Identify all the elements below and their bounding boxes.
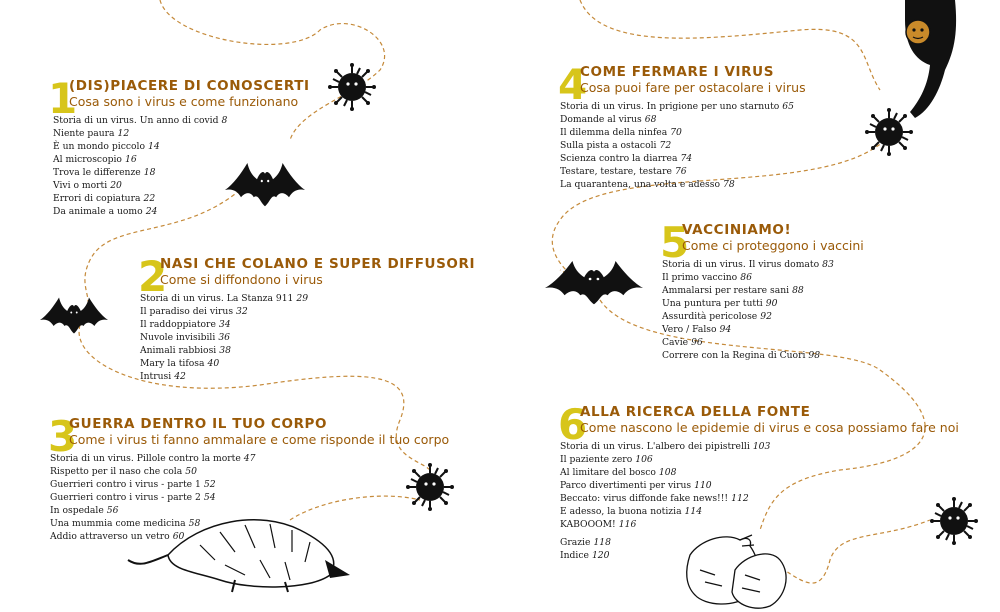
chapter-number: 2 [138, 252, 168, 301]
bat-icon [40, 298, 108, 334]
virus-icon [406, 463, 454, 511]
toc-entry[interactable]: Una mummia come medicina 58 [50, 518, 201, 529]
toc-entry[interactable]: Animali rabbiosi 38 [140, 345, 231, 356]
toc-entry[interactable]: Domande al virus 68 [560, 114, 657, 125]
toc-entry[interactable]: Testare, testare, testare 76 [560, 166, 687, 177]
toc-entry[interactable]: In ospedale 56 [50, 505, 119, 516]
chapter-subtitle: Cosa puoi fare per ostacolare i virus [580, 80, 806, 95]
toc-entry[interactable]: Vivi o morti 20 [53, 180, 122, 191]
toc-entry[interactable]: Nuvole invisibili 36 [140, 332, 231, 343]
chapter-title: VACCINIAMO! [682, 222, 792, 238]
toc-entry-grazie[interactable]: Grazie 118 [560, 537, 611, 548]
chapter-title: COME FERMARE I VIRUS [580, 64, 775, 80]
chapter-number: 4 [558, 60, 588, 109]
toc-entry[interactable]: E adesso, la buona notizia 114 [560, 506, 703, 517]
chapter-subtitle: Come si diffondono i virus [160, 272, 323, 287]
toc-entry[interactable]: Sulla pista a ostacoli 72 [560, 140, 672, 151]
toc-entry[interactable]: Parco divertimenti per virus 110 [560, 480, 712, 491]
virus-icon [865, 108, 913, 156]
chapter-entries [662, 258, 834, 362]
toc-entry[interactable]: Al microscopio 16 [53, 154, 137, 165]
chapter-number: 1 [48, 74, 78, 123]
toc-entry[interactable]: Cavie 96 [662, 337, 703, 348]
toc-entry[interactable]: Il dilemma della ninfea 70 [560, 127, 682, 138]
toc-entry-indice[interactable]: Indice 120 [560, 550, 610, 561]
bat-icon [225, 163, 305, 206]
toc-entry[interactable]: Al limitare del bosco 108 [560, 467, 677, 478]
bat-icon [545, 261, 643, 304]
chapter-entries [50, 452, 256, 543]
monkey-icon [905, 0, 956, 118]
toc-entry[interactable]: Trova le differenze 18 [53, 167, 156, 178]
chapter-subtitle: Cosa sono i virus e come funzionano [69, 94, 299, 109]
chapter-title: ALLA RICERCA DELLA FONTE [580, 404, 811, 420]
chapter-title: (DIS)PIACERE DI CONOSCERTI [69, 78, 310, 94]
toc-entry[interactable]: Il primo vaccino 86 [662, 272, 752, 283]
toc-entry[interactable]: Errori di copiatura 22 [53, 193, 156, 204]
toc-entry[interactable]: Scienza contro la diarrea 74 [560, 153, 693, 164]
chapter-subtitle: Come i virus ti fanno ammalare e come risponde il tuo corpo [69, 432, 450, 447]
chapter-title: GUERRA DENTRO IL TUO CORPO [69, 416, 328, 432]
toc-entry[interactable]: È un mondo piccolo 14 [53, 141, 160, 152]
toc-entry[interactable]: Beccato: virus diffonde fake news!!! 112 [560, 493, 749, 504]
toc-entry[interactable]: Rispetto per il naso che cola 50 [50, 466, 197, 477]
toc-entry[interactable]: Storia di un virus. Il virus domato 83 [662, 259, 834, 270]
chapter-subtitle: Come nascono le epidemie di virus e cosa possiamo fare noi [580, 420, 959, 435]
toc-entry[interactable]: Assurdità pericolose 92 [662, 311, 772, 322]
toc-entry[interactable]: Storia di un virus. L'albero dei pipistrelli 103 [560, 441, 771, 452]
virus-icon [328, 63, 376, 111]
chapter-entries [53, 114, 227, 218]
toc-entry[interactable]: Il paziente zero 106 [560, 454, 653, 465]
virus-icon [930, 497, 978, 545]
toc-entry[interactable]: Intrusi 42 [140, 371, 186, 382]
chapter-number: 6 [558, 400, 588, 449]
toc-entry[interactable]: Addio attraverso un vetro 60 [50, 531, 185, 542]
chapter-number: 3 [48, 412, 78, 461]
toc-entry[interactable]: Vero / Falso 94 [662, 324, 732, 335]
toc-entry[interactable]: KABOOOM! 116 [560, 519, 637, 530]
chapter-title: NASI CHE COLANO E SUPER DIFFUSORI [160, 256, 476, 272]
chickens-icon [687, 535, 786, 608]
toc-entry[interactable]: Storia di un virus. In prigione per uno starnuto 65 [560, 101, 794, 112]
toc-entry[interactable]: Correre con la Regina di Cuori 98 [662, 350, 821, 361]
toc-entry[interactable]: Ammalarsi per restare sani 88 [662, 285, 804, 296]
chapter-number: 5 [660, 218, 690, 267]
toc-entry[interactable]: Storia di un virus. Pillole contro la morte 47 [50, 453, 256, 464]
chapter-entries [560, 100, 794, 191]
toc-entry[interactable]: Guerrieri contro i virus - parte 2 54 [50, 492, 216, 503]
extra-entries [560, 536, 611, 562]
chapter-entries [560, 440, 770, 531]
toc-entry[interactable]: Il paradiso dei virus 32 [140, 306, 248, 317]
toc-entry[interactable]: Una puntura per tutti 90 [662, 298, 778, 309]
chapter-subtitle: Come ci proteggono i vaccini [682, 238, 864, 253]
toc-entry[interactable]: Niente paura 12 [53, 128, 130, 139]
toc-entry[interactable]: Da animale a uomo 24 [53, 206, 158, 217]
toc-entry[interactable]: Storia di un virus. Un anno di covid 8 [53, 115, 228, 126]
toc-entry[interactable]: Il raddoppiatore 34 [140, 319, 231, 330]
toc-entry[interactable]: Mary la tifosa 40 [140, 358, 220, 369]
toc-entry[interactable]: La quarantena, una volta e adesso 78 [560, 179, 735, 190]
toc-entry[interactable]: Guerrieri contro i virus - parte 1 52 [50, 479, 216, 490]
chapter-entries [140, 292, 308, 383]
toc-entry[interactable]: Storia di un virus. La Stanza 911 29 [140, 293, 309, 304]
